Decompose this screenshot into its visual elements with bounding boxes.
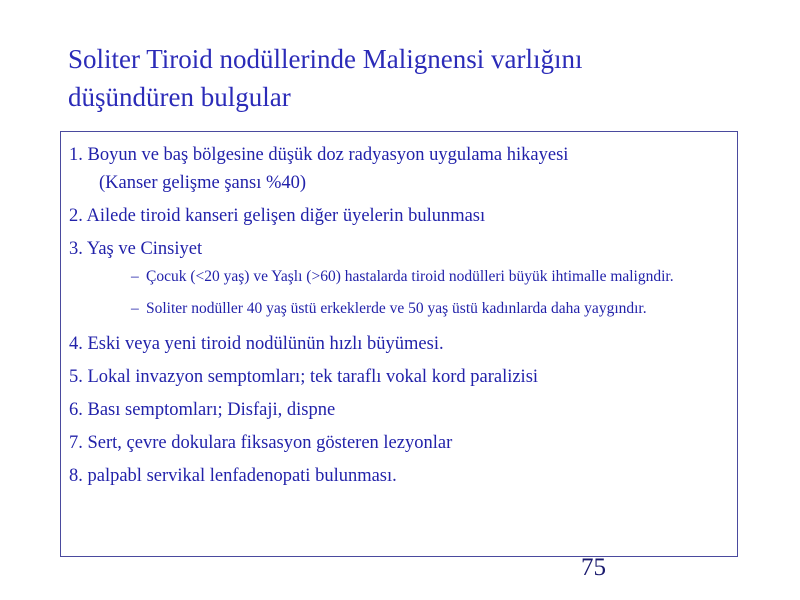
list-item-6: 6. Bası semptomları; Disfaji, dispne bbox=[69, 400, 336, 420]
list-item-4: 4. Eski veya yeni tiroid nodülünün hızlı büyümesi. bbox=[69, 334, 444, 354]
subitem-1 bbox=[131, 264, 737, 290]
title-line-2: düşündüren bulgular bbox=[68, 82, 291, 112]
list-item-7: 7. Sert, çevre dokulara fiksasyon gösteren lezyonlar bbox=[69, 433, 453, 453]
title-line-1: Soliter Tiroid nodüllerinde Malignensi varlığını bbox=[68, 44, 583, 74]
list-item-3-subitems bbox=[69, 264, 737, 322]
list-item-2: 2. Ailede tiroid kanseri gelişen diğer üyelerin bulunması bbox=[69, 206, 486, 226]
subitem-1-text: Çocuk (<20 yaş) ve Yaşlı (>60) hastalarda tiroid nodülleri büyük ihtimalle maligndir. bbox=[146, 268, 674, 285]
list-item-1-note: (Kanser gelişme şansı %40) bbox=[99, 173, 307, 193]
subitem-2-text: Soliter nodüller 40 yaş üstü erkeklerde ve 50 yaş üstü kadınlarda daha yaygındır. bbox=[146, 300, 647, 317]
subitem-2 bbox=[131, 296, 737, 322]
dash-bullet-2: – bbox=[131, 300, 139, 317]
subitem-list bbox=[69, 264, 737, 322]
dash-bullet-1: – bbox=[131, 268, 139, 285]
list-item-8: 8. palpabl servikal lenfadenopati bulunması. bbox=[69, 466, 397, 486]
content-box bbox=[60, 131, 738, 557]
list-item-5: 5. Lokal invazyon semptomları; tek taraflı vokal kord paralizisi bbox=[69, 367, 539, 387]
slide-title bbox=[68, 40, 748, 116]
findings-list bbox=[69, 141, 737, 491]
list-item-1: 1. Boyun ve baş bölgesine düşük doz radyasyon uygulama hikayesi bbox=[69, 145, 569, 165]
list-item-3: 3. Yaş ve Cinsiyet bbox=[69, 239, 203, 259]
page-number: 75 bbox=[581, 554, 606, 581]
